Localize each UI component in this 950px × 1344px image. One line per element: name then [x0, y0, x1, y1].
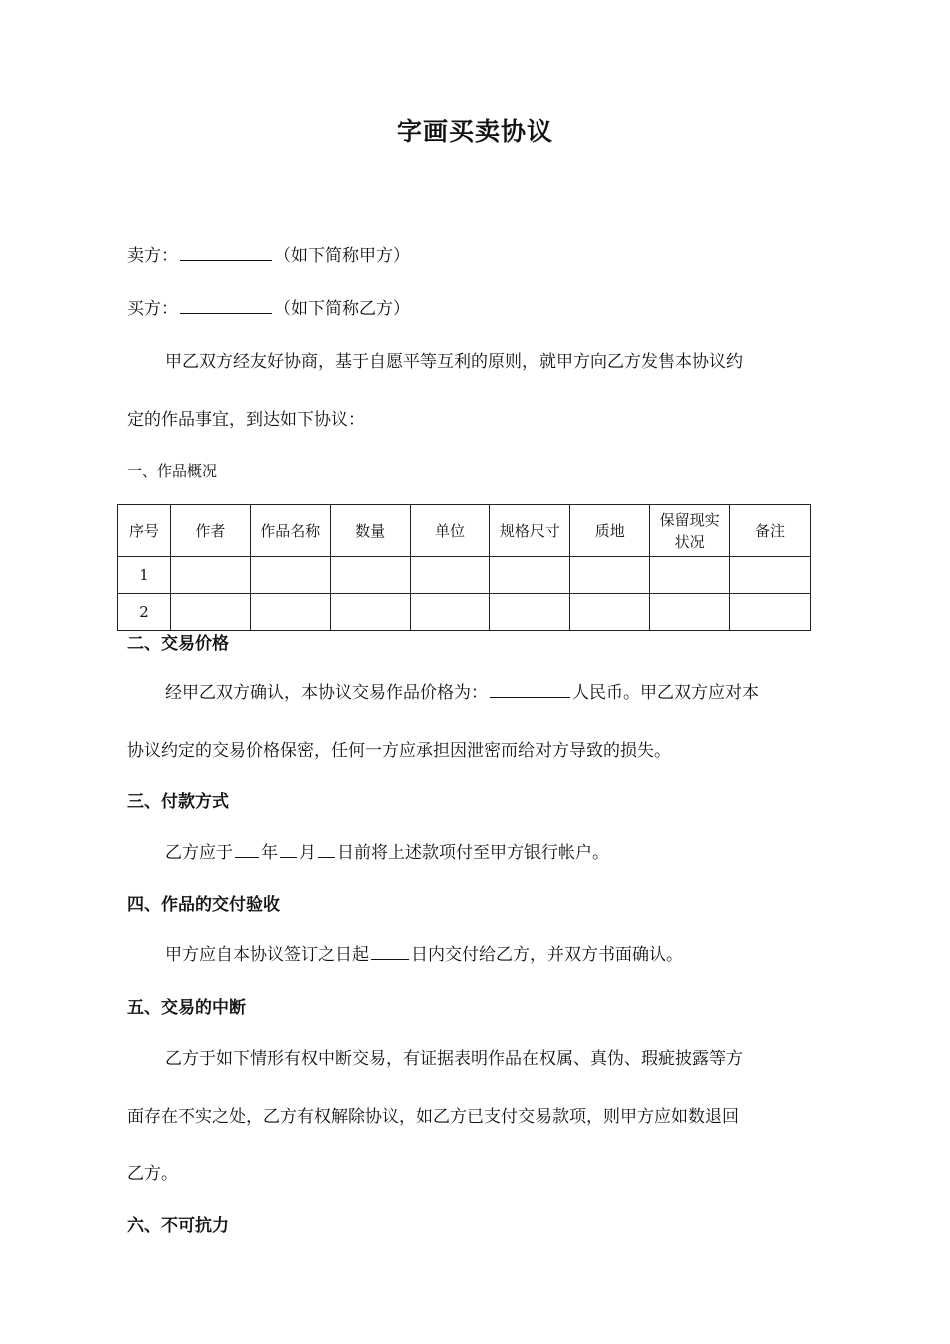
buyer-blank	[180, 297, 272, 314]
section-5-line-3: 乙方。	[127, 1164, 178, 1184]
section-3-heading: 三、付款方式	[127, 792, 229, 812]
delivery-text-post: 日内交付给乙方，并双方书面确认。	[411, 945, 683, 965]
year-label: 年	[261, 843, 278, 863]
month-blank	[280, 841, 297, 858]
section-2-heading: 二、交易价格	[127, 634, 229, 654]
table-cell	[330, 594, 410, 631]
table-cell: 1	[118, 557, 171, 594]
header-material: 质地	[570, 505, 650, 557]
table-cell	[170, 557, 250, 594]
section-2-line-1	[165, 681, 759, 705]
section-5-line-1: 乙方于如下情形有权中断交易，有证据表明作品在权属、真伪、瑕疵披露等方	[165, 1049, 743, 1069]
table-cell: 2	[118, 594, 171, 631]
header-work-name: 作品名称	[250, 505, 330, 557]
intro-line-2: 定的作品事宜，到达如下协议：	[127, 410, 365, 430]
year-blank	[235, 841, 259, 858]
header-size: 规格尺寸	[490, 505, 570, 557]
table-row	[118, 594, 811, 631]
table-header-row	[118, 505, 811, 557]
price-text-pre: 经甲乙双方确认，本协议交易作品价格为：	[165, 683, 488, 703]
table-cell	[490, 594, 570, 631]
day-blank	[318, 841, 335, 858]
table-cell	[250, 557, 330, 594]
table-cell	[650, 594, 730, 631]
table-cell	[250, 594, 330, 631]
seller-blank	[180, 244, 272, 261]
section-6-heading: 六、不可抗力	[127, 1216, 229, 1236]
header-index: 序号	[118, 505, 171, 557]
month-label: 月	[299, 843, 316, 863]
payment-text-post: 日前将上述款项付至甲方银行帐户。	[337, 843, 609, 863]
days-blank	[371, 943, 409, 960]
section-4-heading: 四、作品的交付验收	[127, 895, 280, 915]
seller-line	[127, 244, 410, 268]
price-text-post: 人民币。甲乙双方应对本	[572, 683, 759, 703]
section-2-line-2: 协议约定的交易价格保密，任何一方应承担因泄密而给对方导致的损失。	[127, 741, 671, 761]
price-blank	[490, 681, 570, 698]
header-condition: 保留现实状况	[650, 505, 730, 557]
table-cell	[570, 594, 650, 631]
header-remarks: 备注	[730, 505, 811, 557]
delivery-text-pre: 甲方应自本协议签订之日起	[165, 945, 369, 965]
section-5-line-2: 面存在不实之处，乙方有权解除协议，如乙方已支付交易款项，则甲方应如数退回	[127, 1107, 739, 1127]
section-4-line	[165, 943, 683, 967]
buyer-line	[127, 297, 410, 321]
table-cell	[730, 594, 811, 631]
section-3-line	[165, 841, 609, 865]
table-cell	[490, 557, 570, 594]
buyer-note: （如下简称乙方）	[274, 299, 410, 319]
table-cell	[650, 557, 730, 594]
header-author: 作者	[170, 505, 250, 557]
table-cell	[410, 594, 490, 631]
table-row	[118, 557, 811, 594]
header-unit: 单位	[410, 505, 490, 557]
document-title: 字画买卖协议	[396, 117, 553, 146]
section-5-heading: 五、交易的中断	[127, 998, 246, 1018]
seller-note: （如下简称甲方）	[274, 246, 410, 266]
table-cell	[730, 557, 811, 594]
header-quantity: 数量	[330, 505, 410, 557]
payment-text-pre: 乙方应于	[165, 843, 233, 863]
table-cell	[570, 557, 650, 594]
table-cell	[410, 557, 490, 594]
section-1-heading: 一、作品概况	[127, 462, 218, 480]
table-cell	[330, 557, 410, 594]
works-table	[117, 504, 811, 631]
buyer-label: 买方：	[127, 299, 178, 319]
seller-label: 卖方：	[127, 246, 178, 266]
table-cell	[170, 594, 250, 631]
intro-line-1: 甲乙双方经友好协商，基于自愿平等互利的原则，就甲方向乙方发售本协议约	[165, 352, 743, 372]
